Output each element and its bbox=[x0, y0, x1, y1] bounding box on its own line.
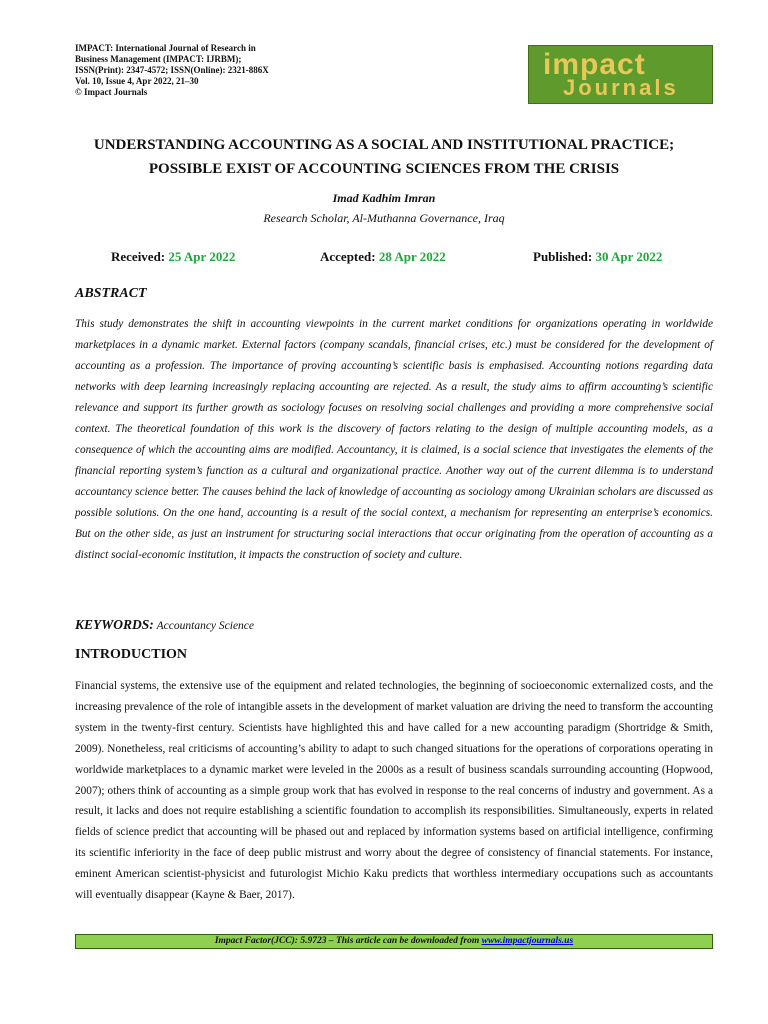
accepted-value: 28 Apr 2022 bbox=[378, 249, 446, 264]
introduction-text: Financial systems, the extensive use of the equipment and related technologies, the beginning of socioeconomic externalized costs, and the increasing prevalence of the role of intangible assets in the development of market valuation are driving the need to transform the accounting system in the twenty-first century. Scientists have highlighted this and have called for a new accounting paradigm (Shortridge & Smith, 2009). Nonetheless, real criticisms of accounting’s ability to adapt to such changed situations for the operations of corporations operating in worldwide marketplaces to a dynamic market were leveled in the 2000s as a result of business scandals surrounding accounting (Hopwood, 2007); others think of accounting as a simple group work that has evolved in response to the real concerns of industry and government. As a result, it lacks and does not require establishing a scientific foundation to accomplish its responsibilities. Simultaneously, experts in related fields of science predict that accounting will be phased out and replaced by information systems based on artificial intelligence, confirming its scientific inferiority in the face of deep public mistrust and worry about the degree of consistency of financial statements. For instance, eminent American scientist-physicist and futurologist Michio Kaku predicts that worthless intermediary occupations such as accountants will eventually disappear (Kayne & Baer, 2017). bbox=[75, 680, 713, 902]
abstract-heading: ABSTRACT bbox=[75, 286, 147, 301]
footer-banner bbox=[75, 934, 713, 949]
published-value: 30 Apr 2022 bbox=[595, 249, 663, 264]
received-date bbox=[111, 249, 235, 265]
accepted-date bbox=[320, 249, 446, 265]
keywords-value: Accountancy Science bbox=[156, 620, 255, 632]
impact-journals-logo bbox=[528, 45, 713, 104]
accepted-label: Accepted: bbox=[320, 249, 376, 264]
received-label: Received: bbox=[111, 249, 166, 264]
journal-info bbox=[75, 43, 325, 98]
logo-word-journals: Journals bbox=[563, 75, 679, 100]
journal-info-line: Business Management (IMPACT: IJRBM); bbox=[75, 54, 242, 64]
journal-info-line: Vol. 10, Issue 4, Apr 2022, 21–30 bbox=[75, 76, 199, 86]
logo-word-impact: impact bbox=[543, 48, 646, 81]
title-line-1: UNDERSTANDING ACCOUNTING AS A SOCIAL AND INSTITUTIONAL PRACTICE; bbox=[93, 137, 675, 153]
author-name: Imad Kadhim Imran bbox=[332, 191, 436, 205]
paper-title bbox=[60, 133, 708, 181]
published-date bbox=[533, 249, 662, 265]
keywords bbox=[75, 617, 254, 633]
received-value: 25 Apr 2022 bbox=[168, 249, 236, 264]
footer-text: Impact Factor(JCC): 5.9723 – This article can be downloaded from bbox=[214, 936, 482, 946]
journal-info-line: ISSN(Print): 2347-4572; ISSN(Online): 2321-886X bbox=[75, 65, 269, 75]
introduction-heading: INTRODUCTION bbox=[75, 647, 188, 662]
published-label: Published: bbox=[533, 249, 593, 264]
author-affiliation: Research Scholar, Al-Muthanna Governance, Iraq bbox=[263, 211, 505, 225]
journal-info-line: IMPACT: International Journal of Research in bbox=[75, 43, 256, 53]
title-line-2: POSSIBLE EXIST OF ACCOUNTING SCIENCES FROM THE CRISIS bbox=[148, 161, 620, 177]
abstract-text: This study demonstrates the shift in accounting viewpoints in the current market conditions for organizations operating in worldwide marketplaces in a dynamic market. External factors (company scandals, financial crises, etc.) must be considered for the development of accounting as a profession. The importance of proving accounting’s scientific basis is emphasised. Accounting notions regarding data networks with deep learning increasingly replacing accounting are rejected. As a result, the study aims to affirm accounting’s scientific relevance and support its further growth as sociology focuses on resolving social challenges and providing a more comprehensive social context. The theoretical foundation of this work is the discovery of factors relating to the design of multiple accounting models, as a consequence of which the accounting aims are modified. Accountancy, it is claimed, is a social science that investigates the elements of the financial reporting system’s function as a cultural and organizational practice. Another way out of the current dilemma is to understand accountancy science better. The causes behind the lack of knowledge of accounting as sociology among Ukrainian scholars are discussed as possible solutions. On the one hand, accounting is a result of the social context, a mechanism for representing an enterprise’s economics. But on the other side, as just an instrument for structuring social interactions that occur originating from the operation of accounting as a distinct social-economic institution, it impacts the construction of society and culture. bbox=[75, 318, 713, 561]
journal-info-line: © Impact Journals bbox=[75, 87, 148, 97]
footer-link[interactable]: www.impactjournals.us bbox=[481, 936, 574, 946]
keywords-label: KEYWORDS: bbox=[75, 617, 154, 632]
